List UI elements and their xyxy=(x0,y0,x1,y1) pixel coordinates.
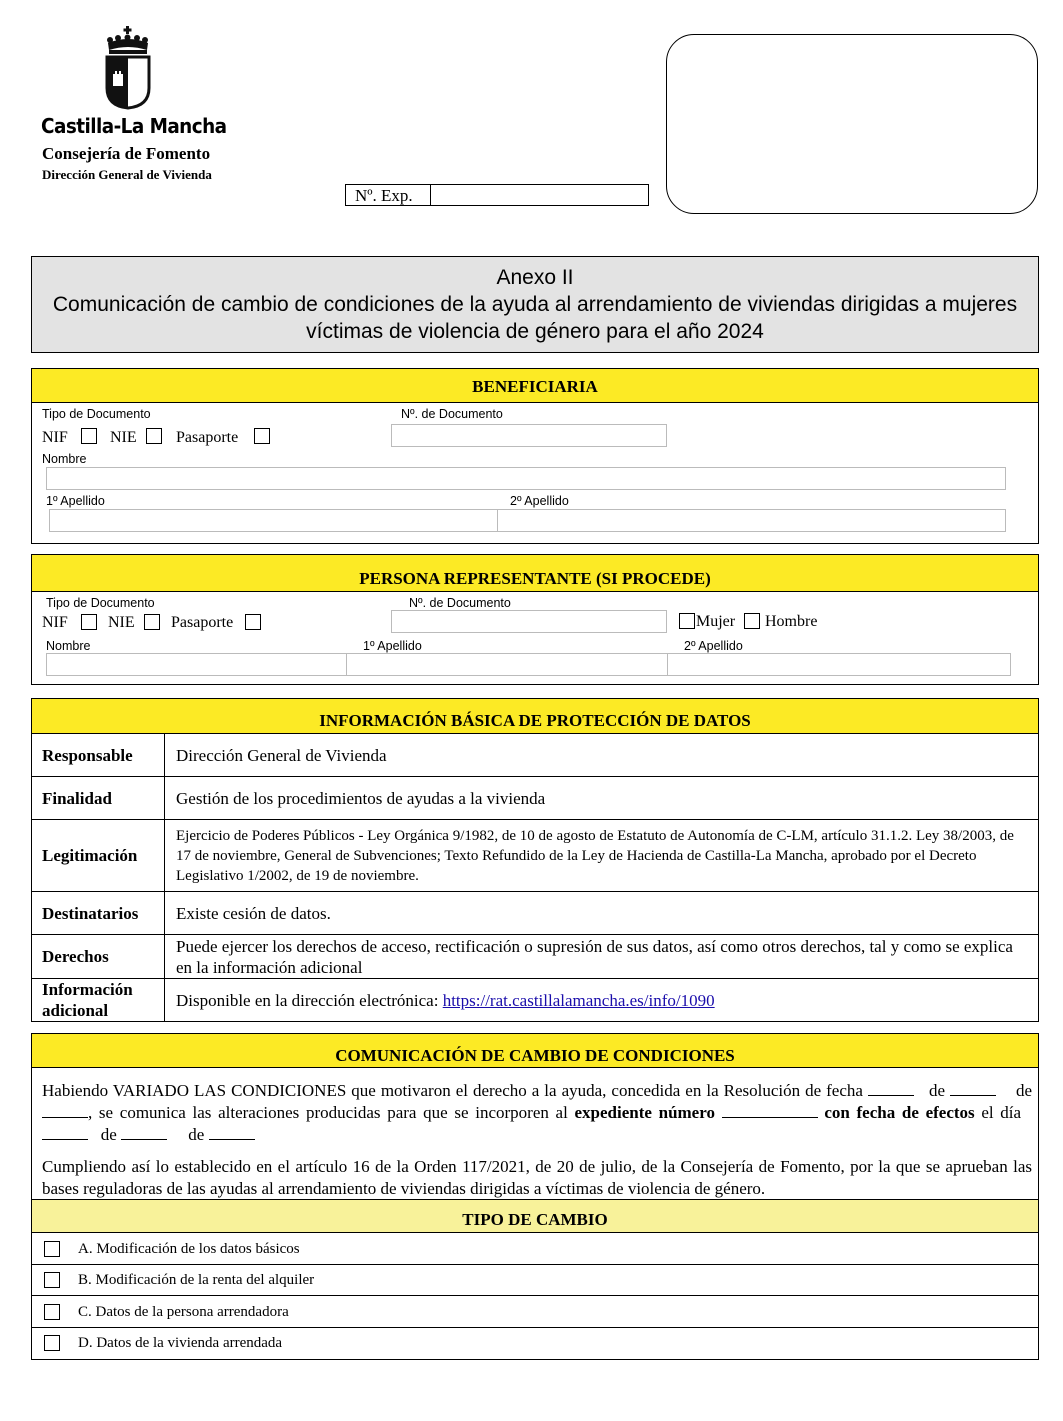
paragraph-text: de xyxy=(928,1081,945,1100)
option-label: A. Modificación de los datos básicos xyxy=(78,1241,300,1257)
dp-key: Información adicional xyxy=(32,979,165,1021)
nie-checkbox[interactable] xyxy=(146,428,162,444)
dp-key: Responsable xyxy=(32,734,165,776)
nif-checkbox[interactable] xyxy=(81,614,97,630)
doc-number-input[interactable] xyxy=(391,424,667,447)
expediente-input[interactable] xyxy=(431,185,648,205)
dp-value-text: Disponible en la dirección electrónica: xyxy=(176,990,439,1010)
option-checkbox[interactable] xyxy=(44,1241,60,1257)
pasaporte-label: Pasaporte xyxy=(171,614,234,631)
change-option-d[interactable] xyxy=(32,1328,1038,1359)
beneficiaria-section xyxy=(31,368,1039,544)
representante-section xyxy=(31,554,1039,685)
paragraph-text: de xyxy=(1015,1081,1033,1100)
expediente-number-blank[interactable] xyxy=(722,1102,818,1118)
hombre-checkbox[interactable] xyxy=(744,613,760,629)
info-link[interactable]: https://rat.castillalamancha.es/info/1090 xyxy=(442,990,715,1010)
paragraph-text: el día xyxy=(981,1103,1022,1122)
dp-value: Existe cesión de datos. xyxy=(176,903,331,923)
doc-type-label: Tipo de Documento xyxy=(42,407,151,421)
dp-row-destinatarios xyxy=(32,891,1038,934)
section-heading: COMUNICACIÓN DE CAMBIO DE CONDICIONES xyxy=(32,1034,1038,1068)
paragraph-text: de xyxy=(188,1125,205,1144)
effect-day-blank[interactable] xyxy=(42,1124,88,1140)
change-option-c[interactable] xyxy=(32,1296,1038,1328)
nif-label: NIF xyxy=(42,429,68,446)
brand-name: Castilla-La Mancha xyxy=(41,114,227,138)
dp-row-derechos xyxy=(32,934,1038,978)
nie-label: NIE xyxy=(108,614,135,631)
dp-row-informacion-adicional xyxy=(32,978,1038,1021)
consejeria-name: Consejería de Fomento xyxy=(42,144,211,163)
pasaporte-checkbox[interactable] xyxy=(245,614,261,630)
direccion-name: Dirección General de Vivienda xyxy=(42,167,212,182)
change-type-heading: TIPO DE CAMBIO xyxy=(32,1199,1038,1233)
pasaporte-checkbox[interactable] xyxy=(254,428,270,444)
dp-key: Finalidad xyxy=(32,777,165,819)
change-communication-section xyxy=(31,1033,1039,1360)
option-label: D. Datos de la vivienda arrendada xyxy=(78,1335,283,1351)
document-title-box xyxy=(31,256,1039,353)
apellido2-label: 2º Apellido xyxy=(510,494,569,508)
data-protection-section xyxy=(31,698,1039,1022)
section-heading: BENEFICIARIA xyxy=(32,369,1038,403)
nombre-input[interactable] xyxy=(46,653,347,676)
apellido1-input[interactable] xyxy=(346,653,668,676)
doc-number-label: Nº. de Documento xyxy=(401,407,503,421)
expediente-label: Nº. Exp. xyxy=(346,185,431,205)
apellido2-label: 2º Apellido xyxy=(684,639,743,653)
apellido1-label: 1º Apellido xyxy=(46,494,105,508)
dp-value xyxy=(166,979,1038,1021)
doc-number-label: Nº. de Documento xyxy=(409,596,511,610)
option-label: C. Datos de la persona arrendadora xyxy=(78,1304,289,1320)
nif-checkbox[interactable] xyxy=(81,428,97,444)
dp-key: Derechos xyxy=(32,935,165,978)
option-checkbox[interactable] xyxy=(44,1335,60,1351)
date-month-blank[interactable] xyxy=(950,1080,996,1096)
paragraph-text: Habiendo VARIADO LAS CONDICIONES que motivaron el derecho a la ayuda, concedida en la Resolución de fecha xyxy=(42,1081,863,1100)
dp-row-finalidad xyxy=(32,776,1038,819)
doc-type-label: Tipo de Documento xyxy=(46,596,155,610)
pasaporte-label: Pasaporte xyxy=(176,429,239,446)
dp-row-legitimacion xyxy=(32,819,1038,891)
nif-label: NIF xyxy=(42,614,68,631)
mujer-label: Mujer xyxy=(696,613,736,630)
apellido2-input[interactable] xyxy=(667,653,1011,676)
apellido1-label: 1º Apellido xyxy=(363,639,422,653)
option-label: B. Modificación de la renta del alquiler xyxy=(78,1272,315,1288)
expediente-label: expediente número xyxy=(574,1103,715,1122)
dp-key: Destinatarios xyxy=(32,892,165,934)
section-heading: INFORMACIÓN BÁSICA DE PROTECCIÓN DE DATOS xyxy=(32,699,1038,733)
option-checkbox[interactable] xyxy=(44,1304,60,1320)
nombre-label: Nombre xyxy=(42,452,87,466)
nie-label: NIE xyxy=(110,429,137,446)
dp-value: Puede ejercer los derechos de acceso, rectificación o supresión de sus datos, así como otros derechos, tal y como se explica en la información adicional xyxy=(176,936,1013,977)
expediente-field xyxy=(345,184,649,206)
mujer-checkbox[interactable] xyxy=(679,613,695,629)
dp-value: Ejercicio de Poderes Públicos - Ley Orgánica 9/1982, de 10 de agosto de Estatuto de Autonomía de C-LM, artículo 31.1.2. Ley 38/2003, de 17 de noviembre, General de Subvenciones; Texto Refundido de la Ley de Hacienda de Castilla-La Mancha, aprobado por el Decreto Legislativo 1/2002, de 19 de noviembre. xyxy=(176,827,1014,884)
paragraph-text: de xyxy=(100,1125,117,1144)
communication-paragraph xyxy=(42,1080,1032,1146)
nie-checkbox[interactable] xyxy=(144,614,160,630)
document-title: Comunicación de cambio de condiciones de la ayuda al arrendamiento de viviendas dirigidas a mujeres víctimas de violencia de género para el año 2024 xyxy=(52,293,1018,343)
date-year-blank[interactable] xyxy=(42,1102,88,1118)
legal-basis-paragraph: Cumpliendo así lo establecido en el artículo 16 de la Orden 117/2021, de 20 de julio, de la Consejería de Fomento, por la que se aprueban las bases reguladoras de las ayudas al arrendamiento de viviendas dirigidas a víctimas de violencia de género. xyxy=(42,1157,1032,1198)
effect-year-blank[interactable] xyxy=(209,1124,255,1140)
dp-value: Gestión de los procedimientos de ayudas a la vivienda xyxy=(176,788,546,808)
annex-title: Anexo II xyxy=(496,266,574,289)
doc-number-input[interactable] xyxy=(391,610,667,633)
paragraph-text: , se comunica las alteraciones producidas para que se incorporen al xyxy=(88,1103,568,1122)
hombre-label: Hombre xyxy=(765,613,818,630)
nombre-input[interactable] xyxy=(46,467,1006,490)
effect-month-blank[interactable] xyxy=(121,1124,167,1140)
change-option-a[interactable] xyxy=(32,1233,1038,1265)
section-heading: PERSONA REPRESENTANTE (SI PROCEDE) xyxy=(32,555,1038,592)
nombre-label: Nombre xyxy=(46,639,91,653)
dp-row-responsable xyxy=(32,733,1038,776)
apellido2-input[interactable] xyxy=(497,509,1006,532)
date-day-blank[interactable] xyxy=(868,1080,914,1096)
dp-key: Legitimación xyxy=(32,820,165,891)
change-option-b[interactable] xyxy=(32,1265,1038,1296)
registry-stamp-box xyxy=(666,34,1038,214)
dp-value: Dirección General de Vivienda xyxy=(176,745,387,765)
apellido1-input[interactable] xyxy=(49,509,498,532)
castilla-la-mancha-logo xyxy=(100,26,156,110)
fecha-efectos-label: con fecha de efectos xyxy=(824,1103,975,1122)
option-checkbox[interactable] xyxy=(44,1272,60,1288)
